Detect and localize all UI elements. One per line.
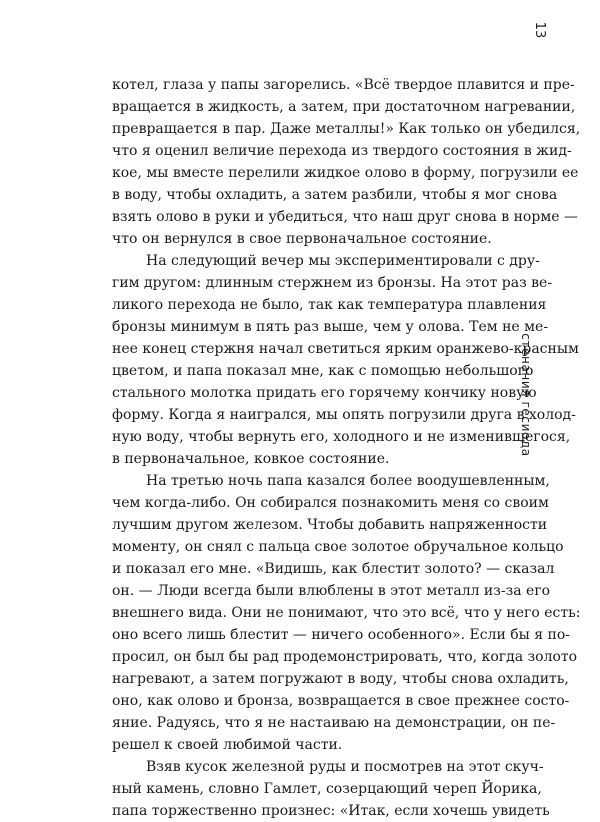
text-line: бронзы минимум в пять раз выше, чем у олова. Тем не ме- xyxy=(112,319,549,335)
text-line: он. — Люди всегда были влюблены в этот металл из-за его xyxy=(112,583,551,599)
page-number: 13 xyxy=(532,21,547,39)
text-line: папа торжественно произнес: «Итак, если хочешь увидеть xyxy=(112,803,550,819)
text-line: На следующий вечер мы экспериментировали с дру- xyxy=(146,253,540,269)
text-line: чем когда-либо. Он собирался познакомить меня со своим xyxy=(112,495,549,511)
text-line: На третью ночь папа казался более воодушевленным, xyxy=(146,473,550,489)
text-line: цветом, и папа показал мне, как с помощью небольшого xyxy=(112,363,534,379)
text-line: Взяв кусок железной руды и посмотрев на этот скуч- xyxy=(146,759,544,775)
text-line: форму. Когда я наигрался, мы опять погрузили друга в холод- xyxy=(112,407,576,423)
text-line: ный камень, словно Гамлет, созерцающий череп Йорика, xyxy=(112,781,542,797)
text-line: лучшим другом железом. Чтобы добавить напряженности xyxy=(112,517,548,533)
text-line: кое, мы вместе перелили жидкое олово в форму, погрузили ее xyxy=(112,165,579,181)
text-line: решел к своей любимой части. xyxy=(112,737,343,753)
text-line: стального молотка придать его горячему кончику новую xyxy=(112,385,537,401)
text-line: нее конец стержня начал светиться ярким оранжево-красным xyxy=(112,341,579,357)
text-line: яние. Радуясь, что я не настаиваю на демонстрации, он пе- xyxy=(112,715,556,731)
text-line: моменту, он снял с пальца свое золотое обручальное кольцо xyxy=(112,539,564,555)
text-line: вращается в жидкость, а затем, при достаточном нагревании, xyxy=(112,99,576,115)
text-line: котел, глаза у папы загорелись. «Всё твердое плавится и пре- xyxy=(112,77,575,93)
text-line: просил, он был бы рад продемонстрировать, что, когда золото xyxy=(112,649,578,665)
text-line: что он вернулся в свое первоначальное состояние. xyxy=(112,231,492,247)
text-line: взять олово в руки и убедиться, что наш друг снова в норме — xyxy=(112,209,578,225)
text-line: оно всего лишь блестит — ничего особенного». Если бы я по- xyxy=(112,627,571,643)
text-line: гим другом: длинным стержнем из бронзы. На этот раз ве- xyxy=(112,275,553,291)
text-line: и показал его мне. «Видишь, как блестит золото? — сказал xyxy=(112,561,555,577)
text-line: ную воду, чтобы вернуть его, холодного и не изменившегося, xyxy=(112,429,571,445)
text-line: внешнего вида. Они не понимают, что это всё, что у него есть: xyxy=(112,605,581,621)
running-head: стенания гесиода xyxy=(519,333,533,457)
text-line: в первоначальное, ковкое состояние. xyxy=(112,451,390,467)
text-line: оно, как олово и бронза, возвращается в свое прежнее состо- xyxy=(112,693,570,709)
text-line: в воду, чтобы охладить, а затем разбили, чтобы я мог снова xyxy=(112,187,558,203)
text-line: что я оценил величие перехода из твердого состояния в жид- xyxy=(112,143,572,159)
text-line: ликого перехода не было, так как температура плавления xyxy=(112,297,547,313)
text-line: превращается в пар. Даже металлы!» Как только он убедился, xyxy=(112,121,581,137)
text-line: нагревают, а затем погружают в воду, чтобы снова охладить, xyxy=(112,671,569,687)
